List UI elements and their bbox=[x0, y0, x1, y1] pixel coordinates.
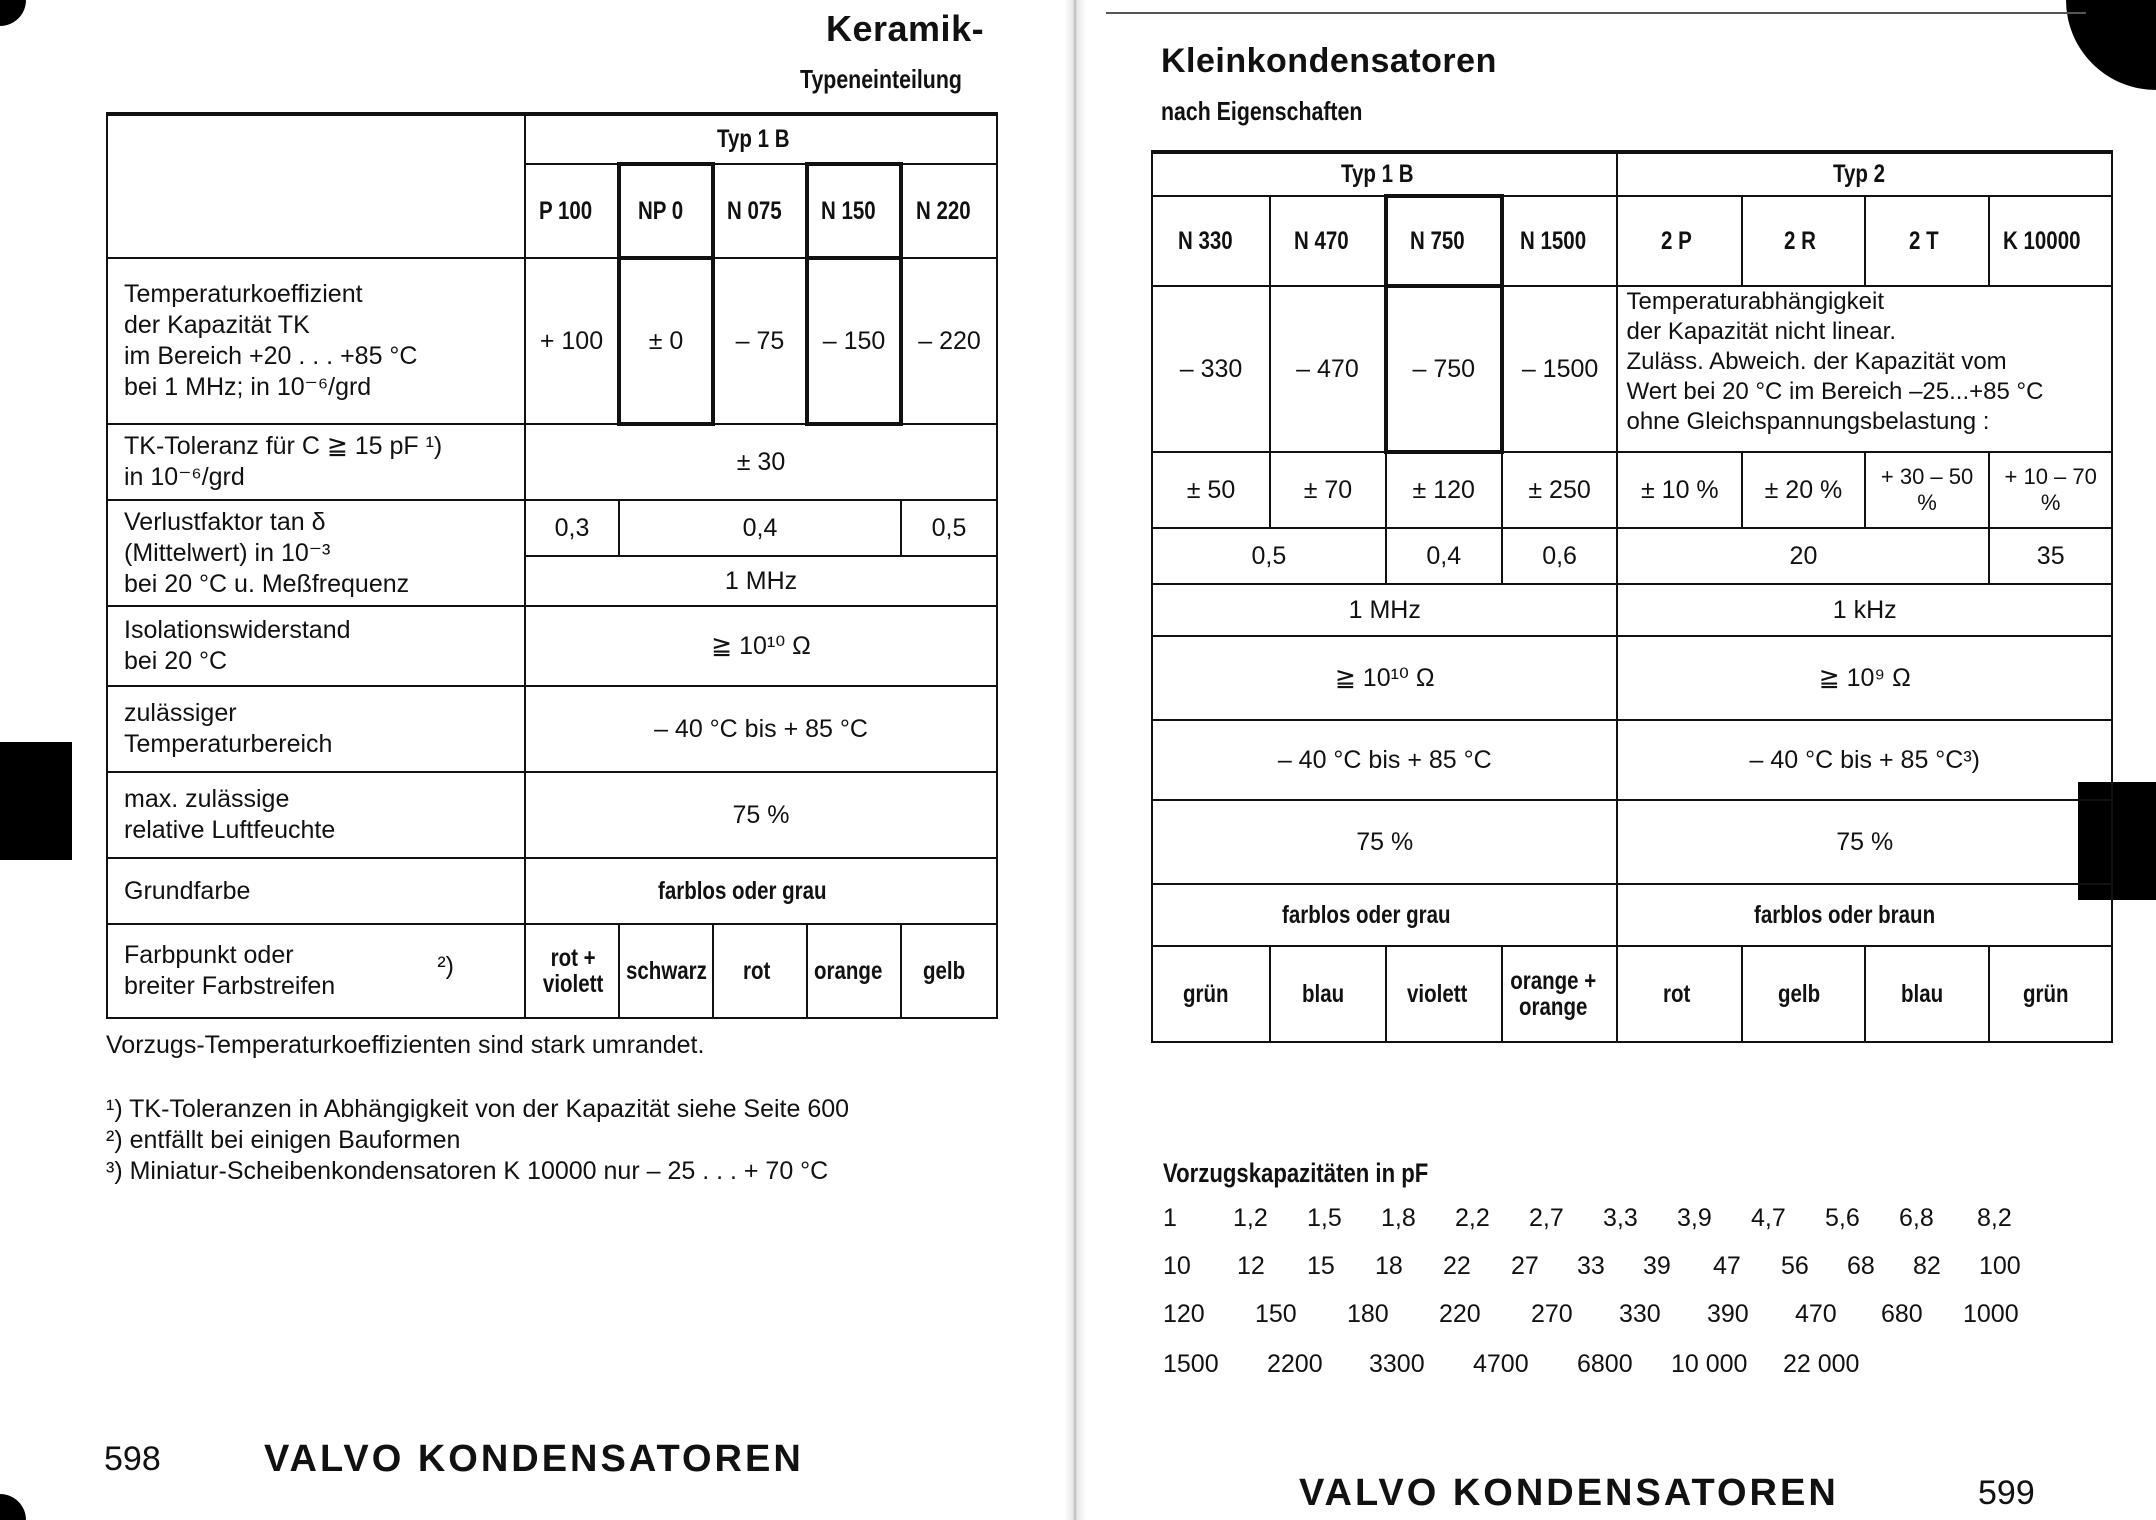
capacitance-value: 4700 bbox=[1473, 1350, 1529, 1378]
row-label-tan: Verlustfaktor tan δ (Mittelwert) in 10⁻³ bei 20 °C u. Meßfrequenz bbox=[107, 500, 525, 606]
tan-value: 20 bbox=[1617, 528, 1989, 584]
capacitance-value: 3,9 bbox=[1677, 1204, 1712, 1232]
page-footer: VALVO KONDENSATOREN bbox=[264, 1438, 804, 1480]
capacitance-value: 82 bbox=[1913, 1252, 1941, 1280]
color-dot-value: orange bbox=[807, 924, 901, 1018]
tan-value: 0,3 bbox=[525, 500, 619, 556]
insulation-value: ≧ 10⁹ Ω bbox=[1617, 636, 2112, 720]
capacitance-value: 27 bbox=[1511, 1252, 1539, 1280]
capacitance-value: 180 bbox=[1347, 1300, 1389, 1328]
tk-value: – 1500 bbox=[1502, 286, 1618, 452]
row-label-temperature: zulässiger Temperaturbereich bbox=[107, 686, 525, 772]
tk-value: – 750 bbox=[1386, 286, 1502, 452]
capacitance-value: 120 bbox=[1163, 1300, 1205, 1328]
capacitance-value: 68 bbox=[1847, 1252, 1875, 1280]
capacitance-value: 15 bbox=[1307, 1252, 1335, 1280]
color-dot-value: rot bbox=[713, 924, 807, 1018]
humidity-value: 75 % bbox=[1152, 800, 1617, 884]
tk-value: – 220 bbox=[901, 258, 997, 424]
type-header: P 100 bbox=[525, 164, 619, 258]
tan-value: 0,5 bbox=[901, 500, 997, 556]
type-header: N 150 bbox=[807, 164, 901, 258]
tolerance-value: ± 20 % bbox=[1742, 452, 1865, 528]
tk-value: – 470 bbox=[1270, 286, 1386, 452]
color-dot-value: schwarz bbox=[619, 924, 713, 1018]
capacitance-value: 2,7 bbox=[1529, 1204, 1564, 1232]
tan-frequency: 1 MHz bbox=[525, 556, 997, 606]
temperature-value: – 40 °C bis + 85 °C bbox=[1152, 720, 1617, 800]
capacitance-value: 10 bbox=[1163, 1252, 1191, 1280]
tolerance-value: ± 70 bbox=[1270, 452, 1386, 528]
tk-value: – 75 bbox=[713, 258, 807, 424]
type-header: 2 P bbox=[1617, 196, 1742, 286]
color-dot-value: gelb bbox=[1742, 946, 1865, 1042]
humidity-value: 75 % bbox=[1617, 800, 2112, 884]
frequency-value: 1 kHz bbox=[1617, 584, 2112, 636]
tk-value: ± 0 bbox=[619, 258, 713, 424]
tan-value: 35 bbox=[1989, 528, 2112, 584]
page-title: Keramik- bbox=[826, 8, 985, 49]
capacitance-value: 680 bbox=[1881, 1300, 1923, 1328]
type-header: N 750 bbox=[1386, 196, 1502, 286]
page-number: 599 bbox=[1978, 1474, 2035, 1512]
color-dot-value: grün bbox=[1152, 946, 1270, 1042]
color-dot-value: blau bbox=[1865, 946, 1990, 1042]
capacitance-value: 270 bbox=[1531, 1300, 1573, 1328]
capacitance-value: 3300 bbox=[1369, 1350, 1425, 1378]
capacitance-value: 33 bbox=[1577, 1252, 1605, 1280]
type-header: NP 0 bbox=[619, 164, 713, 258]
color-dot-value: violett bbox=[1386, 946, 1502, 1042]
group-header: Typ 1 B bbox=[1152, 152, 1617, 196]
color-dot-value: blau bbox=[1270, 946, 1386, 1042]
tan-value: 0,5 bbox=[1152, 528, 1386, 584]
footnotes bbox=[106, 1094, 849, 1187]
capacitance-value: 4,7 bbox=[1751, 1204, 1786, 1232]
temperature-value: – 40 °C bis + 85 °C³) bbox=[1617, 720, 2112, 800]
tk-value: – 150 bbox=[807, 258, 901, 424]
tolerance-value: + 30 – 50 % bbox=[1865, 452, 1990, 528]
capacitance-value: 390 bbox=[1707, 1300, 1749, 1328]
color-dot-value: grün bbox=[1989, 946, 2112, 1042]
left-page bbox=[0, 0, 1075, 1520]
tolerance-value: ± 10 % bbox=[1617, 452, 1742, 528]
capacitance-value: 3,3 bbox=[1603, 1204, 1638, 1232]
tolerance-value: ± 50 bbox=[1152, 452, 1270, 528]
capacitance-value: 8,2 bbox=[1977, 1204, 2012, 1232]
type-header: N 330 bbox=[1152, 196, 1270, 286]
temperature-value: – 40 °C bis + 85 °C bbox=[525, 686, 997, 772]
capacitance-value: 1500 bbox=[1163, 1350, 1219, 1378]
capacitance-value: 5,6 bbox=[1825, 1204, 1860, 1232]
typ2-note: Temperaturabhängigkeit der Kapazität nicht linear. Zuläss. Abweich. der Kapazität vom Wert bei 20 °C im Bereich –25...+85 °C ohne Gleichspannungsbelastung : bbox=[1617, 286, 2112, 452]
group-header: Typ 1 B bbox=[525, 114, 997, 164]
frequency-value: 1 MHz bbox=[1152, 584, 1617, 636]
humidity-value: 75 % bbox=[525, 772, 997, 858]
table-note: Vorzugs-Temperaturkoeffizienten sind stark umrandet. bbox=[106, 1031, 705, 1059]
footnote: ²) entfällt bei einigen Bauformen bbox=[106, 1126, 461, 1154]
capacitance-value: 1,2 bbox=[1233, 1204, 1268, 1232]
tan-value: 0,6 bbox=[1502, 528, 1618, 584]
tk-value: + 100 bbox=[525, 258, 619, 424]
color-dot-value: orange + orange bbox=[1502, 946, 1618, 1042]
row-label-humidity: max. zulässige relative Luftfeuchte bbox=[107, 772, 525, 858]
tan-value: 0,4 bbox=[619, 500, 901, 556]
row-label-color-dot: Farbpunkt oder breiter Farbstreifen ²) bbox=[107, 924, 525, 1018]
page-title: Kleinkondensatoren bbox=[1161, 42, 1497, 80]
color-dot-value: rot bbox=[1617, 946, 1742, 1042]
type-header: 2 R bbox=[1742, 196, 1865, 286]
tolerance-value: ± 120 bbox=[1386, 452, 1502, 528]
base-color-value: farblos oder grau bbox=[1152, 884, 1617, 946]
insulation-value: ≧ 10¹⁰ Ω bbox=[525, 606, 997, 686]
type-header: N 470 bbox=[1270, 196, 1386, 286]
type-header: K 10000 bbox=[1989, 196, 2112, 286]
preferred-capacitance-title: Vorzugskapazitäten in pF bbox=[1163, 1158, 1429, 1188]
capacitance-value: 39 bbox=[1643, 1252, 1671, 1280]
type-header: N 1500 bbox=[1502, 196, 1618, 286]
capacitance-value: 2200 bbox=[1267, 1350, 1323, 1378]
capacitance-value: 1,5 bbox=[1307, 1204, 1342, 1232]
tan-value: 0,4 bbox=[1386, 528, 1502, 584]
tk-value: – 330 bbox=[1152, 286, 1270, 452]
capacitance-value: 22 000 bbox=[1783, 1350, 1860, 1378]
capacitance-value: 1 bbox=[1163, 1204, 1177, 1232]
page-number: 598 bbox=[104, 1440, 161, 1478]
tolerance-value: ± 30 bbox=[525, 424, 997, 500]
capacitance-value: 330 bbox=[1619, 1300, 1661, 1328]
capacitance-value: 220 bbox=[1439, 1300, 1481, 1328]
footnote: ¹) TK-Toleranzen in Abhängigkeit von der Kapazität siehe Seite 600 bbox=[106, 1095, 850, 1123]
tolerance-value: + 10 – 70 % bbox=[1989, 452, 2112, 528]
capacitance-value: 56 bbox=[1781, 1252, 1809, 1280]
footnote: ³) Miniatur-Scheibenkondensatoren K 10000 nur – 25 . . . + 70 °C bbox=[106, 1157, 829, 1185]
capacitance-value: 47 bbox=[1713, 1252, 1741, 1280]
page-footer: VALVO KONDENSATOREN bbox=[1299, 1472, 1839, 1514]
capacitance-value: 100 bbox=[1979, 1252, 2021, 1280]
insulation-value: ≧ 10¹⁰ Ω bbox=[1152, 636, 1617, 720]
capacitance-value: 18 bbox=[1375, 1252, 1403, 1280]
row-label-tolerance: TK-Toleranz für C ≧ 15 pF ¹) in 10⁻⁶/grd bbox=[107, 424, 525, 500]
capacitance-value: 1000 bbox=[1963, 1300, 2019, 1328]
page-subtitle: Typeneinteilung bbox=[800, 64, 962, 94]
page-subtitle: nach Eigenschaften bbox=[1161, 96, 1363, 126]
type-header: N 075 bbox=[713, 164, 807, 258]
type-header: 2 T bbox=[1865, 196, 1990, 286]
color-dot-value: rot + violett bbox=[525, 924, 619, 1018]
corner-cell bbox=[107, 114, 525, 258]
right-page bbox=[1075, 0, 2156, 1520]
capacitance-value: 150 bbox=[1255, 1300, 1297, 1328]
type-header: N 220 bbox=[901, 164, 997, 258]
row-label-base-color: Grundfarbe bbox=[107, 858, 525, 924]
footnote-ref: ²) bbox=[437, 952, 454, 980]
type-table bbox=[106, 112, 998, 1019]
row-label-insulation: Isolationswiderstand bei 20 °C bbox=[107, 606, 525, 686]
capacitance-value: 1,8 bbox=[1381, 1204, 1416, 1232]
base-color-value: farblos oder grau bbox=[525, 858, 997, 924]
capacitance-value: 6800 bbox=[1577, 1350, 1633, 1378]
color-dot-value: gelb bbox=[901, 924, 997, 1018]
capacitance-value: 10 000 bbox=[1671, 1350, 1748, 1378]
capacitance-value: 12 bbox=[1237, 1252, 1265, 1280]
capacitance-value: 6,8 bbox=[1899, 1204, 1934, 1232]
row-label-tk: Temperaturkoeffizient der Kapazität TK im Bereich +20 . . . +85 °C bei 1 MHz; in 10⁻⁶/grd bbox=[107, 258, 525, 424]
capacitance-value: 2,2 bbox=[1455, 1204, 1490, 1232]
capacitance-value: 22 bbox=[1443, 1252, 1471, 1280]
tolerance-value: ± 250 bbox=[1502, 452, 1618, 528]
group-header: Typ 2 bbox=[1617, 152, 2112, 196]
property-table bbox=[1151, 150, 2113, 1043]
capacitance-value: 470 bbox=[1795, 1300, 1837, 1328]
base-color-value: farblos oder braun bbox=[1617, 884, 2112, 946]
